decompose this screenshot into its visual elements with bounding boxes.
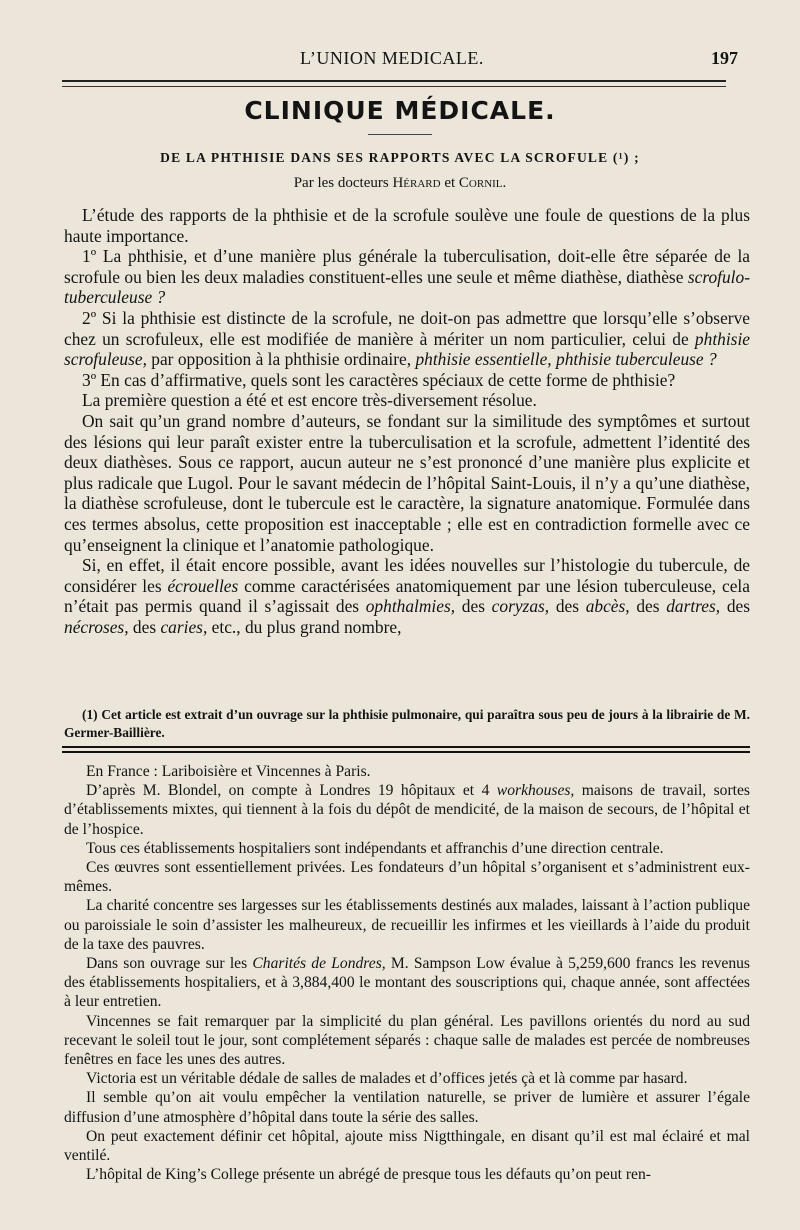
paragraph: 2º Si la phthisie est distincte de la scrofule, ne doit-on pas admettre que lorsqu’elle s’observe chez un scrofuleux, elle est modifiée de manière à mériter un nom particulier, celui de phthisie scrofuleuse, par opposition à la phthisie ordinaire, phthisie essentielle, phthisie tuberculeuse ? <box>64 307 750 370</box>
header-rule <box>62 80 726 82</box>
running-head: L’UNION MEDICALE. <box>300 48 484 68</box>
header-rule-thin <box>62 86 726 87</box>
author-cornil: Cornil <box>458 175 503 191</box>
feuilleton-paragraph: Ces œuvres sont essentiellement privées. Les fondateurs d’un hôpital s’organisent et s’administrent eux-mêmes. <box>64 859 750 896</box>
feuilleton-divider <box>62 746 750 748</box>
paragraph: La première question a été et est encore très-diversement résolue. <box>82 390 537 411</box>
article-body <box>64 205 750 637</box>
feuilleton-paragraph: D’après M. Blondel, on compte à Londres 19 hôpitaux et 4 workhouses, maisons de travail, sortes d’établissements mixtes, qui tiennent à la fois du dépôt de mendicité, de la maison de secours, de l’hôpital et de l’hospice. <box>64 782 750 838</box>
feuilleton-paragraph: On peut exactement définir cet hôpital, ajoute miss Nigtthingale, en disant qu’il est mal éclairé et mal ventilé. <box>64 1127 750 1165</box>
authors-and: et <box>440 175 459 191</box>
article-title-note: (¹) ; <box>612 150 640 165</box>
paragraph: Si, en effet, il était encore possible, avant les idées nouvelles sur l’histologie du tubercule, de considérer les écrouelles comme caractérisées anatomiquement par une lésion tuberculeuse, cela n’était pas permis quand il s’agissait des ophthalmies, des coryzas, des abcès, des dartres, des nécroses, des caries, etc., du plus grand nombre, <box>64 555 750 637</box>
paragraph: L’étude des rapports de la phthisie et de la scrofule soulève une foule de questions de la plus haute importance. <box>64 205 750 246</box>
title-divider <box>368 134 432 135</box>
feuilleton-paragraph: L’hôpital de King’s College présente un abrégé de presque tous les défauts qu’on peut ren- <box>86 1166 651 1184</box>
paragraph: 3º En cas d’affirmative, quels sont les caractères spéciaux de cette forme de phthisie? <box>82 369 676 390</box>
footnote <box>64 706 750 742</box>
feuilleton-paragraph: Vincennes se fait remarquer par la simplicité du plan général. Les pavillons orientés du nord au sud recevant le soleil tout le jour, sont complétement séparés : chaque salle de malades est percée de nombreuses fenêtres en face les unes des autres. <box>64 1012 750 1069</box>
feuilleton-paragraph: En France : Lariboisière et Vincennes à Paris. <box>86 763 371 780</box>
feuilleton-paragraph: La charité concentre ses largesses sur les établissements destinés aux malades, laissant à l’action publique ou paroissiale le soin d’assister les malheureux, de recueillir les infirmes et les vieillards à l’aide du produit de la taxe des pauvres. <box>64 897 750 953</box>
article-title-text: DE LA PHTHISIE DANS SES RAPPORTS AVEC LA SCROFULE <box>160 150 609 165</box>
feuilleton <box>64 762 750 1184</box>
article-authors: Par les docteurs Hérard et Cornil. <box>293 175 507 191</box>
paragraph: 1º La phthisie, et d’une manière plus générale la tuberculisation, doit-elle être séparée de la scrofule ou bien les deux maladies constituent-elles une seule et même diathèse, diathèse scrofulo-tuberculeuse ? <box>64 246 750 308</box>
feuilleton-divider-second <box>62 751 750 753</box>
feuilleton-paragraph: Tous ces établissements hospitaliers sont indépendants et affranchis d’une direction centrale. <box>86 839 664 857</box>
section-title: CLINIQUE MÉDICALE. <box>244 96 556 125</box>
authors-prefix: Par les docteurs <box>293 175 393 191</box>
feuilleton-paragraph: Il semble qu’on ait voulu empêcher la ventilation naturelle, se priver de lumière et assurer l’égale diffusion d’une atmosphère d’hôpital dans toute la série des salles. <box>64 1089 750 1126</box>
feuilleton-paragraph: Dans son ouvrage sur les Charités de Londres, M. Sampson Low évalue à 5,259,600 francs les revenus des établissements hospitaliers, et à 3,884,400 le montant des souscriptions qui, chaque année, sont affectées à leur entretien. <box>64 955 750 1011</box>
article-title <box>0 150 800 166</box>
author-herard: Hérard <box>392 175 441 191</box>
paragraph: On sait qu’un grand nombre d’auteurs, se fondant sur la similitude des symptômes et surtout des lésions qui leur paraît exister entre la tuberculisation et la scrofule, admettent l’identité des deux diathèses. Sous ce rapport, aucun auteur ne s’est prononcé d’une manière plus explicite et plus radicale que Lugol. Pour le savant médecin de l’hôpital Saint-Louis, il n’y a qu’une diathèse, la diathèse scrofuleuse, dont le tubercule est le caractère, la signature anatomique. Formulée dans ces termes absolus, cette proposition est inacceptable ; elle est en contradiction formelle avec ce qu’enseignent la clinique et l’anatomie pathologique. <box>64 410 750 555</box>
footnote-text: (1) Cet article est extrait d’un ouvrage sur la phthisie pulmonaire, qui paraîtra sous peu de jours à la librairie de M. Germer-Baillière. <box>64 707 750 740</box>
page-header <box>60 42 748 72</box>
feuilleton-paragraph: Victoria est un véritable dédale de salles de malades et d’offices jetés çà et là comme par hasard. <box>86 1070 688 1088</box>
page-number: 197 <box>711 48 738 68</box>
